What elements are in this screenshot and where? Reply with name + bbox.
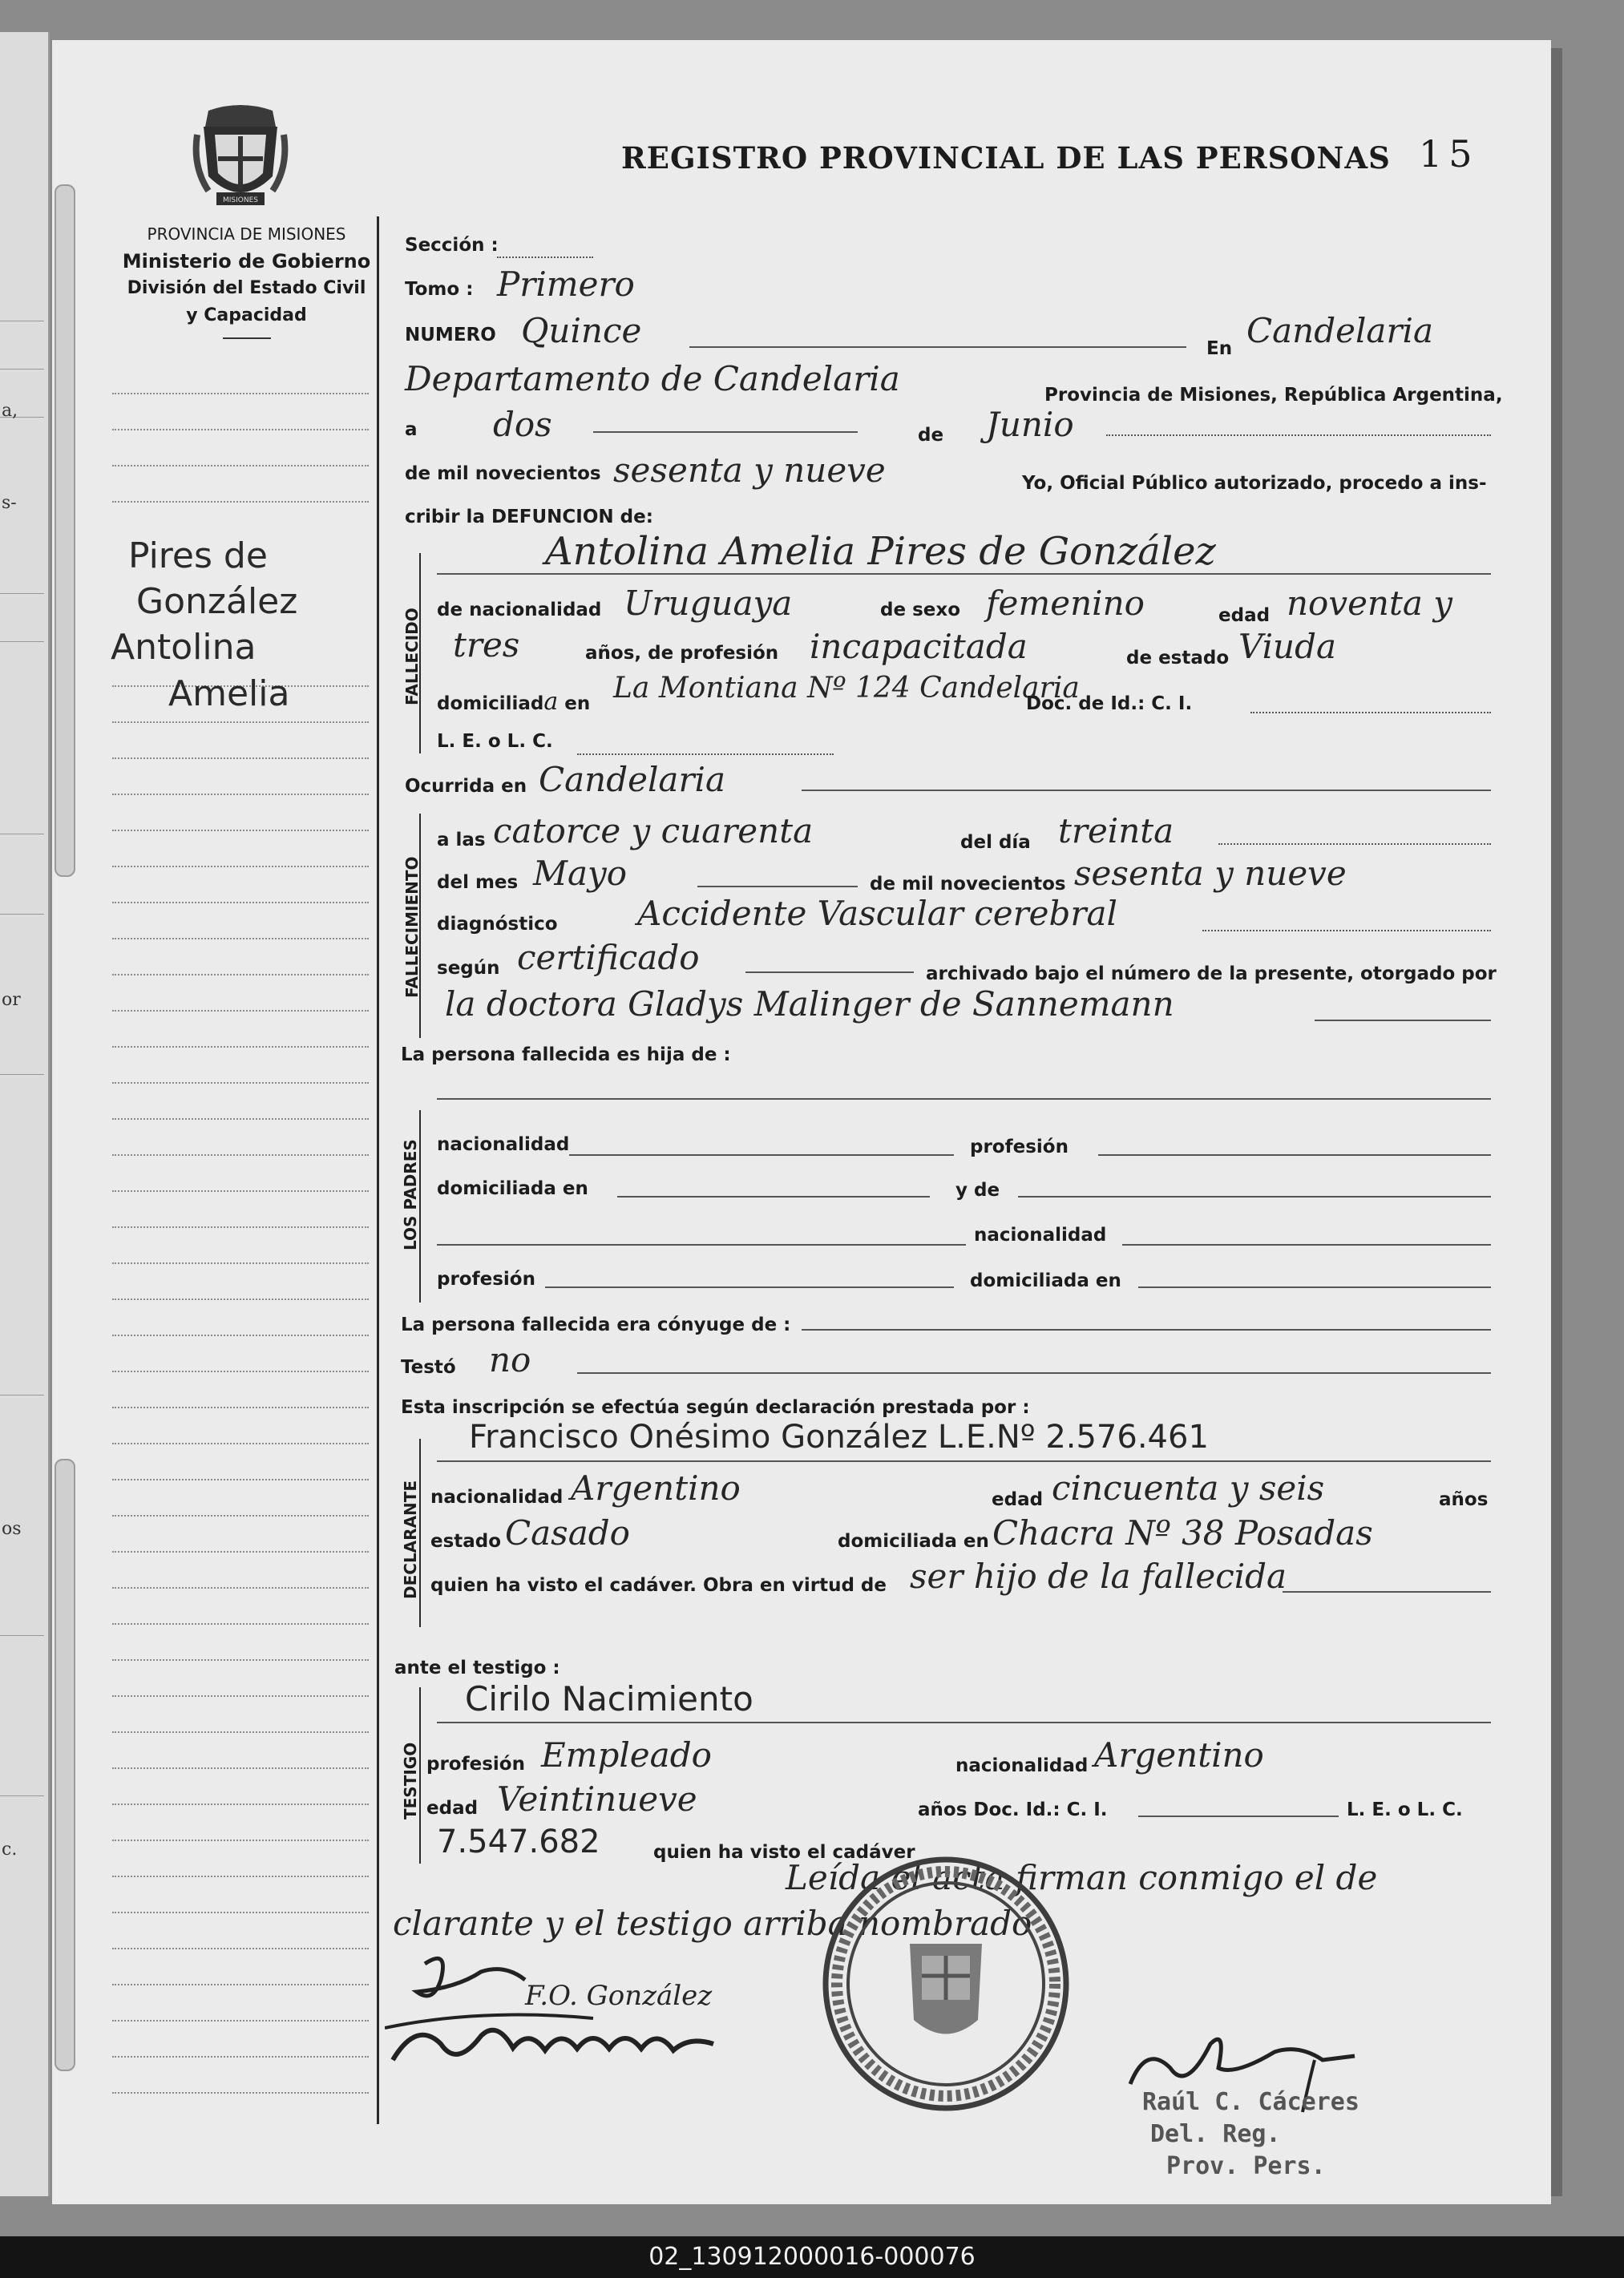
nacionalidad-label: de nacionalidad (437, 600, 602, 620)
page-number: 15 (1419, 132, 1479, 176)
spine-strip (55, 1459, 75, 2071)
edad-value-2: tres (453, 625, 520, 664)
declarante-anios-label: años (1439, 1489, 1489, 1510)
hora-value: catorce y cuarenta (493, 811, 814, 850)
domiciliada-suffix: a (543, 688, 559, 716)
official-seal-icon (818, 1856, 1074, 2112)
adjacent-page (0, 32, 50, 2196)
testigo-le-label: L. E. o L. C. (1347, 1799, 1463, 1820)
segun-value: certificado (517, 938, 700, 977)
left-page-fragment: a, (2, 401, 18, 421)
image-caption: 02_130912000016-000076 (0, 2236, 1624, 2278)
issuer-province: PROVINCIA DE MISIONES (147, 224, 346, 244)
svg-text:MISIONES: MISIONES (222, 196, 259, 204)
issuer-division: División del Estado Civil (127, 278, 366, 298)
testigo-intro: ante el testigo : (394, 1658, 560, 1678)
testigo-edad-label: edad (426, 1798, 479, 1819)
margin-surname-2: González (136, 581, 298, 622)
hora-label: a las (437, 830, 486, 850)
fallecimiento-section-label: FALLECIMIENTO (402, 856, 422, 998)
testigo-section-label: TESTIGO (401, 1742, 420, 1820)
segun-label: según (437, 958, 500, 979)
padres-section-label: LOS PADRES (401, 1139, 420, 1250)
declarante-nombre: Francisco Onésimo González L.E.Nº 2.576.461 (469, 1419, 1209, 1456)
ocurrida-label: Ocurrida en (405, 776, 527, 797)
declarante-nacionalidad-value: Argentino (571, 1468, 741, 1508)
inscribir-text: cribir la DEFUNCION de: (405, 507, 653, 527)
testigo-profesion-label: profesión (426, 1754, 525, 1775)
left-page-fragment: c. (2, 1840, 18, 1860)
issuer-block (96, 220, 397, 339)
fallecimiento-anio-value: sesenta y nueve (1074, 854, 1347, 893)
anios-profesion-label: años, de profesión (585, 643, 779, 664)
declarante-edad-value: cincuenta y seis (1052, 1468, 1325, 1508)
testigo-visto-text: quien ha visto el cadáver (653, 1842, 915, 1863)
inscripcion-dia-value: dos (493, 405, 552, 444)
declarante-edad-label: edad (992, 1489, 1044, 1510)
tomo-label: Tomo : (405, 279, 474, 300)
testigo-documento-value: 7.547.682 (437, 1824, 600, 1860)
padre-domicilio-label: domiciliada en (437, 1178, 588, 1199)
inscripcion-anio-value: sesenta y nueve (613, 450, 886, 490)
mes-label: del mes (437, 872, 519, 893)
seccion-label: Sección : (405, 235, 499, 256)
estado-label: de estado (1126, 648, 1230, 668)
oficial-cargo: Del. Reg. (1150, 2120, 1281, 2148)
oficial-text: Yo, Oficial Público autorizado, procedo a ins- (1022, 473, 1487, 494)
declarante-intro: Esta inscripción se efectúa según declaración prestada por : (401, 1397, 1030, 1418)
testigo-nombre: Cirilo Nacimiento (465, 1679, 753, 1719)
page-title: REGISTRO PROVINCIAL DE LAS PERSONAS (621, 140, 1391, 176)
declarante-domicilio-label: domiciliada en (838, 1531, 989, 1552)
le-label: L. E. o L. C. (437, 731, 553, 752)
declarante-visto-text: quien ha visto el cadáver. Obra en virtud de (430, 1575, 887, 1596)
book-binding (1551, 48, 1562, 2196)
fecha-de-label: de (918, 425, 944, 446)
en-label: En (1206, 338, 1233, 359)
estado-value: Viuda (1238, 627, 1337, 666)
diagnostico-value: Accidente Vascular cerebral (637, 894, 1117, 933)
testo-label: Testó (401, 1357, 456, 1378)
tomo-value: Primero (497, 265, 635, 304)
oficial-name: Raúl C. Cáceres (1142, 2088, 1359, 2116)
padre-nacionalidad-label: nacionalidad (437, 1134, 570, 1155)
declarante-signature-icon (385, 1948, 786, 2084)
left-page-fragment: s- (2, 493, 17, 513)
fallecimiento-anio-label: de mil novecientos (870, 874, 1066, 895)
testigo-profesion-value: Empleado (541, 1735, 712, 1775)
provincia-text: Provincia de Misiones, República Argentina, (1044, 385, 1503, 406)
testigo-nacionalidad-label: nacionalidad (955, 1755, 1089, 1776)
testigo-edad-value: Veintinueve (497, 1779, 697, 1819)
numero-value: Quince (521, 311, 642, 350)
anio-label: de mil novecientos (405, 463, 601, 484)
spine-strip (55, 184, 75, 877)
dia-label: del día (960, 832, 1031, 853)
provincial-crest-icon (192, 103, 289, 213)
padre-profesion-label: profesión (970, 1137, 1069, 1157)
margin-given-name: Antolina (111, 627, 257, 668)
numero-label: NUMERO (405, 325, 496, 345)
declarante-virtud-value: ser hijo de la fallecida (910, 1557, 1287, 1596)
fallecido-section-label: FALLECIDO (402, 608, 422, 705)
declarante-estado-label: estado (430, 1531, 502, 1552)
madre-nacionalidad-label: nacionalidad (974, 1225, 1107, 1246)
departamento-value: Departamento de Candelaria (405, 359, 900, 398)
testigo-nacionalidad-value: Argentino (1094, 1735, 1264, 1775)
sexo-value: femenino (986, 584, 1145, 623)
diagnostico-label: diagnóstico (437, 914, 558, 935)
left-page-fragment: os (2, 1519, 22, 1539)
domiciliada-label: domiciliad (437, 693, 544, 714)
nacionalidad-value: Uruguaya (624, 584, 793, 623)
declarante-section-label: DECLARANTE (401, 1480, 420, 1599)
profesion-value: incapacitada (810, 627, 1028, 666)
declarante-nacionalidad-label: nacionalidad (430, 1487, 564, 1508)
madre-profesion-label: profesión (437, 1269, 535, 1290)
cierre-line-1: Leída el acta firman conmigo el de (786, 1858, 1378, 1897)
archivado-text: archivado bajo el número de la presente, otorgado por (926, 963, 1497, 984)
inscripcion-mes-value: Junio (986, 405, 1074, 444)
fallecido-nombre: Antolina Amelia Pires de González (545, 529, 1216, 574)
declarante-estado-value: Casado (505, 1513, 630, 1553)
domicilio-en-label: en (564, 693, 591, 714)
sexo-label: de sexo (880, 600, 960, 620)
conyuge-label: La persona fallecida era cónyuge de : (401, 1315, 791, 1335)
cierre-line-2: clarante y el testigo arriba nombrado (393, 1904, 1032, 1943)
testo-value: no (489, 1340, 531, 1379)
fecha-a-label: a (405, 419, 418, 440)
doc-label: Doc. de Id.: C. I. (1026, 693, 1193, 714)
issuer-division-2: y Capacidad (186, 305, 307, 325)
otorgado-value: la doctora Gladys Malinger de Sannemann (445, 984, 1174, 1024)
margin-surname: Pires de (128, 535, 268, 576)
edad-label: edad (1218, 605, 1271, 626)
oficial-registro: Prov. Pers. (1166, 2152, 1326, 2180)
dia-value: treinta (1058, 811, 1174, 850)
ocurrida-value: Candelaria (539, 760, 725, 799)
edad-value: noventa y (1287, 584, 1452, 623)
testigo-doc-label: años Doc. Id.: C. I. (918, 1799, 1108, 1820)
mes-value: Mayo (533, 854, 628, 893)
margin-column-rule (377, 216, 379, 2124)
y-de-label: y de (955, 1180, 1000, 1201)
localidad-value: Candelaria (1246, 311, 1433, 350)
domicilio-value: La Montiana Nº 124 Candelaria (613, 672, 1080, 705)
left-page-fragment: or (2, 990, 21, 1010)
declarante-domicilio-value: Chacra Nº 38 Posadas (992, 1513, 1373, 1553)
madre-domicilio-label: domiciliada en (970, 1270, 1121, 1291)
declarante-signature-text: F.O. González (525, 1980, 713, 2012)
padres-intro: La persona fallecida es hija de : (401, 1044, 731, 1065)
margin-given-name-2: Amelia (168, 673, 290, 714)
issuer-ministry: Ministerio de Gobierno (122, 250, 371, 273)
